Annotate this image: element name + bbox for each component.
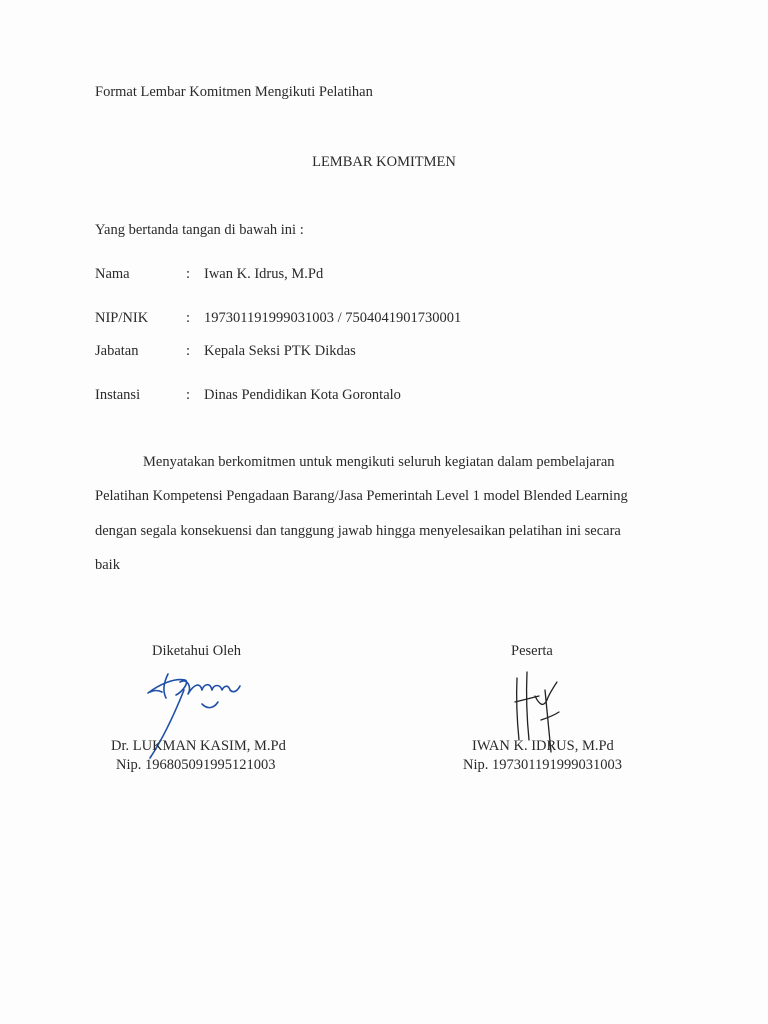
field-label: NIP/NIK — [95, 310, 149, 326]
signatory-name: Dr. LUKMAN KASIM, M.Pd — [111, 738, 286, 754]
signatory-name: IWAN K. IDRUS, M.Pd — [472, 738, 614, 754]
statement-line: dengan segala konsekuensi dan tanggung jawab hingga menyelesaikan pelatihan ini secara — [95, 523, 621, 539]
signatory-nip: Nip. 197301191999031003 — [463, 757, 622, 773]
signature-heading: Peserta — [511, 643, 553, 659]
format-label: Format Lembar Komitmen Mengikuti Pelatihan — [95, 84, 373, 100]
intro-text: Yang bertanda tangan di bawah ini : — [95, 222, 304, 238]
field-value: Iwan K. Idrus, M.Pd — [204, 266, 324, 282]
field-colon: : — [186, 266, 191, 282]
signatory-nip: Nip. 196805091995121003 — [116, 757, 276, 773]
signature-heading: Diketahui Oleh — [152, 643, 241, 659]
statement-line: Pelatihan Kompetensi Pengadaan Barang/Jasa Pemerintah Level 1 model Blended Learning — [95, 488, 628, 504]
field-label: Nama — [95, 266, 130, 282]
field-value: 197301191999031003 / 7504041901730001 — [204, 310, 462, 326]
field-colon: : — [186, 343, 191, 359]
field-value: Dinas Pendidikan Kota Gorontalo — [204, 387, 401, 403]
field-value: Kepala Seksi PTK Dikdas — [204, 343, 356, 359]
field-colon: : — [186, 310, 191, 326]
field-label: Jabatan — [95, 343, 139, 359]
field-colon: : — [186, 387, 191, 403]
statement-line: baik — [95, 557, 120, 573]
statement-line: Menyatakan berkomitmen untuk mengikuti seluruh kegiatan dalam pembelajaran — [143, 454, 615, 470]
field-label: Instansi — [95, 387, 141, 403]
document-title: LEMBAR KOMITMEN — [312, 154, 456, 170]
